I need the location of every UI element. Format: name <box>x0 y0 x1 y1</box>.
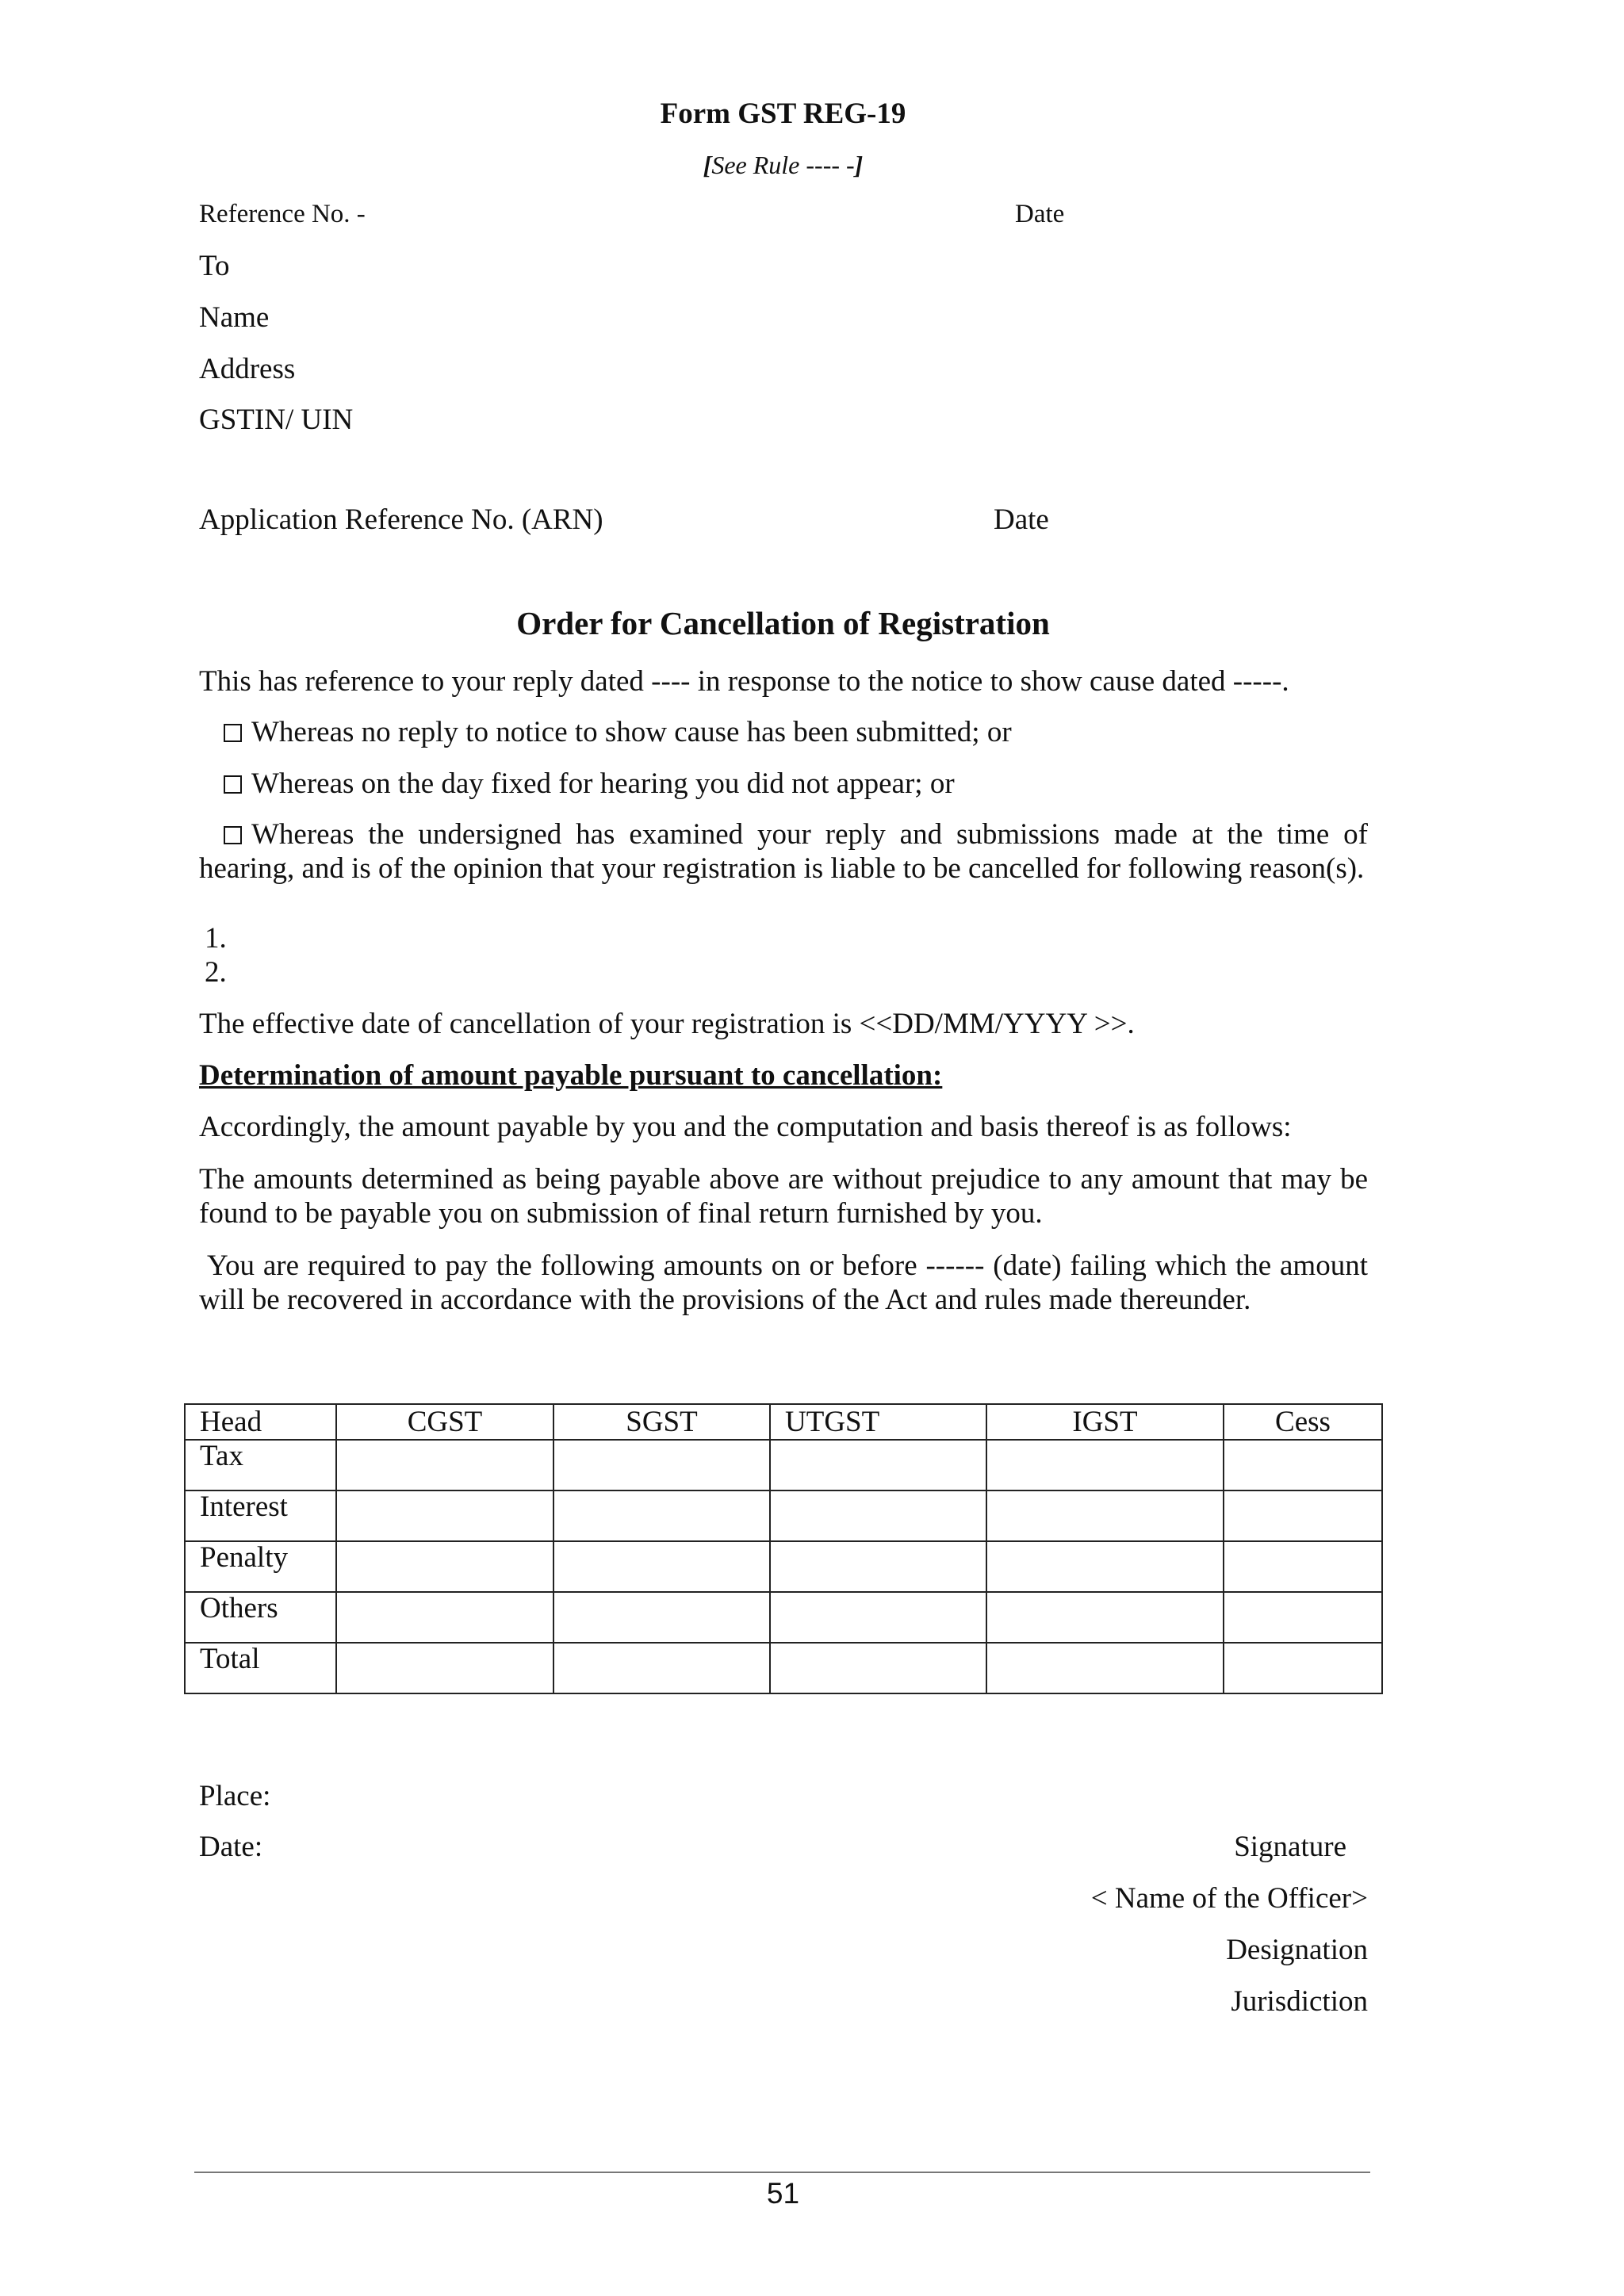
amount-cell[interactable] <box>986 1440 1224 1490</box>
checkbox-icon[interactable] <box>224 775 242 794</box>
checkbox-icon[interactable] <box>224 724 242 742</box>
amount-cell[interactable] <box>336 1592 553 1643</box>
prejudice-paragraph: The amounts determined as being payable above are without prejudice to any amount that may be found to be payable you on submission of final return furnished by you. <box>199 1163 1368 1230</box>
amount-cell[interactable] <box>336 1440 553 1490</box>
to-label: To <box>199 250 230 282</box>
amount-cell[interactable] <box>986 1490 1224 1541</box>
rule-bracket-close: ] <box>854 151 864 179</box>
option-examined <box>199 817 1368 886</box>
amount-cell[interactable] <box>986 1541 1224 1592</box>
row-head: Others <box>185 1592 336 1643</box>
reason-2: 2. <box>205 956 227 989</box>
reference-date-label: Date <box>1015 200 1065 228</box>
column-header: CGST <box>336 1404 553 1440</box>
determination-heading: Determination of amount payable pursuant to cancellation: <box>199 1059 943 1092</box>
option-no-reply <box>224 715 1012 749</box>
option-no-appearance <box>224 767 955 801</box>
checkbox-icon[interactable] <box>224 826 242 844</box>
amount-cell[interactable] <box>336 1643 553 1693</box>
amount-cell[interactable] <box>553 1440 770 1490</box>
footer-date-label: Date: <box>199 1831 263 1863</box>
reason-1: 1. <box>205 922 227 955</box>
row-head: Tax <box>185 1440 336 1490</box>
amount-cell[interactable] <box>770 1541 986 1592</box>
reference-line: This has reference to your reply dated ---- in response to the notice to show cause dated -----. <box>199 665 1289 698</box>
table-header-row <box>185 1404 1382 1440</box>
row-head: Penalty <box>185 1541 336 1592</box>
amount-cell[interactable] <box>336 1541 553 1592</box>
amount-cell[interactable] <box>1224 1440 1382 1490</box>
row-head: Interest <box>185 1490 336 1541</box>
amount-cell[interactable] <box>986 1643 1224 1693</box>
table-row <box>185 1440 1382 1490</box>
amount-cell[interactable] <box>1224 1490 1382 1541</box>
column-header: Head <box>185 1404 336 1440</box>
table-row <box>185 1643 1382 1693</box>
arn-label: Application Reference No. (ARN) <box>199 503 603 536</box>
amount-cell[interactable] <box>336 1490 553 1541</box>
computation-line: Accordingly, the amount payable by you and the computation and basis thereof is as follows: <box>199 1111 1292 1143</box>
signature-label: Signature <box>1234 1831 1346 1863</box>
table-row <box>185 1490 1382 1541</box>
option-text: Whereas no reply to notice to show cause has been submitted; or <box>251 716 1012 748</box>
table-row <box>185 1592 1382 1643</box>
effective-date-line: The effective date of cancellation of your registration is <<DD/MM/YYYY >>. <box>199 1008 1135 1040</box>
amount-table <box>184 1403 1383 1694</box>
address-label: Address <box>199 353 296 385</box>
reference-no-label: Reference No. - <box>199 200 366 228</box>
form-title: Form GST REG-19 <box>660 98 906 130</box>
amount-cell[interactable] <box>553 1541 770 1592</box>
arn-date-label: Date <box>994 503 1049 536</box>
column-header: SGST <box>553 1404 770 1440</box>
payment-paragraph: You are required to pay the following amounts on or before ------ (date) failing which the amount will be recovered in accordance with the provisions of the Act and rules made thereunder. <box>199 1249 1368 1316</box>
row-head: Total <box>185 1643 336 1693</box>
order-heading: Order for Cancellation of Registration <box>516 605 1050 641</box>
amount-cell[interactable] <box>553 1592 770 1643</box>
table-row <box>185 1541 1382 1592</box>
gstin-label: GSTIN/ UIN <box>199 404 354 436</box>
rule-bracket-open: [ <box>703 151 712 179</box>
footer-divider <box>194 2172 1370 2173</box>
designation-label: Designation <box>1226 1934 1368 1966</box>
option-text: Whereas the undersigned has examined your reply and submissions made at the time of hearing, and is of the opinion that your registration is liable to be cancelled for following reason(s). <box>199 818 1368 885</box>
amount-cell[interactable] <box>770 1643 986 1693</box>
amount-cell[interactable] <box>553 1643 770 1693</box>
amount-cell[interactable] <box>770 1440 986 1490</box>
amount-cell[interactable] <box>770 1490 986 1541</box>
amount-cell[interactable] <box>1224 1643 1382 1693</box>
amount-cell[interactable] <box>1224 1592 1382 1643</box>
officer-name-label: < Name of the Officer> <box>1090 1882 1368 1915</box>
jurisdiction-label: Jurisdiction <box>1231 1985 1368 2018</box>
amount-cell[interactable] <box>553 1490 770 1541</box>
option-text: Whereas on the day fixed for hearing you did not appear; or <box>251 767 955 800</box>
amount-cell[interactable] <box>986 1592 1224 1643</box>
rule-reference <box>0 151 1566 180</box>
column-header: IGST <box>986 1404 1224 1440</box>
amount-cell[interactable] <box>1224 1541 1382 1592</box>
page-number: 51 <box>766 2177 800 2210</box>
rule-text: See Rule ---- - <box>711 151 855 179</box>
column-header: Cess <box>1224 1404 1382 1440</box>
column-header: UTGST <box>770 1404 986 1440</box>
amount-cell[interactable] <box>770 1592 986 1643</box>
place-label: Place: <box>199 1780 271 1812</box>
name-label: Name <box>199 301 270 334</box>
